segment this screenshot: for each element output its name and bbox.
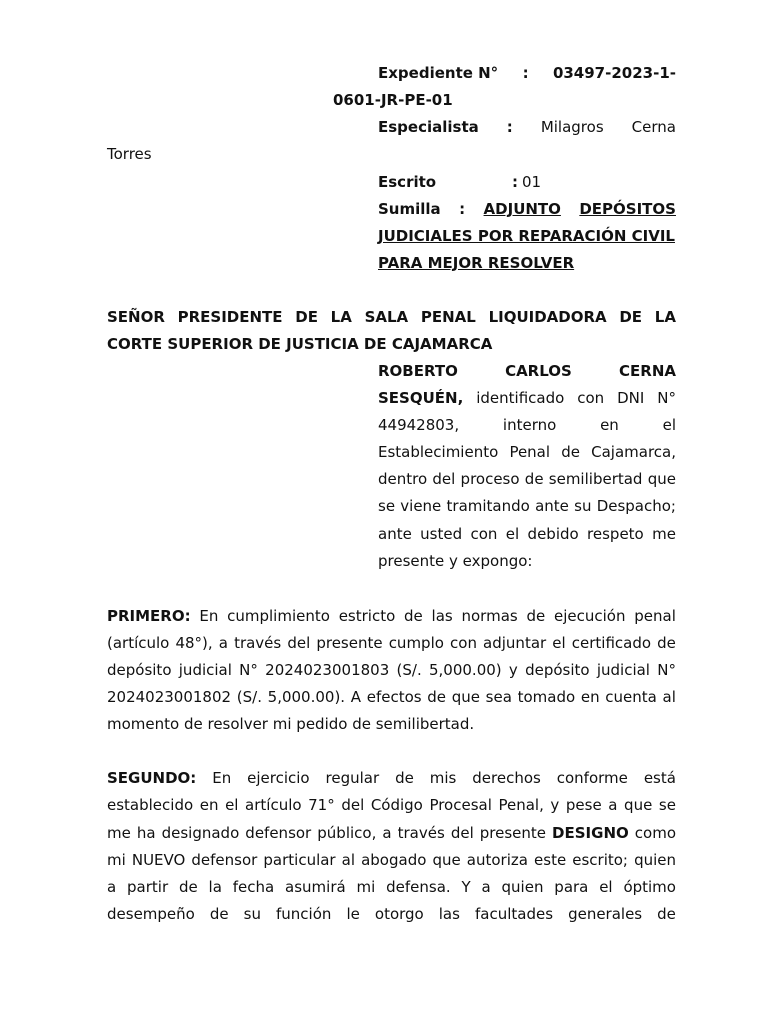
word: particular	[263, 851, 336, 869]
word: CARLOS	[505, 362, 572, 380]
word: que	[624, 796, 653, 814]
word: dentro	[378, 470, 428, 488]
word: a	[382, 824, 392, 842]
word: DNI	[617, 389, 645, 407]
word: su	[243, 905, 261, 923]
word: y	[550, 796, 560, 814]
sumilla-colon: :	[459, 200, 466, 218]
word: 2024023001803	[265, 661, 390, 679]
word: ante	[378, 525, 412, 543]
segundo-line5	[107, 877, 676, 897]
primero-line2	[107, 633, 676, 653]
word: óptimo	[623, 878, 676, 896]
word: le	[346, 905, 360, 923]
word: semilibertad	[548, 470, 643, 488]
primero-line5	[107, 714, 676, 734]
word: derechos	[472, 769, 541, 787]
intro-line6	[378, 496, 676, 516]
word: Establecimiento	[378, 443, 499, 461]
word: presente	[316, 634, 383, 652]
word: del	[432, 470, 456, 488]
word: conforme	[556, 769, 628, 787]
word: en	[199, 796, 219, 814]
word: depósito	[525, 661, 590, 679]
intro-line8	[378, 551, 676, 571]
word: al	[341, 851, 356, 869]
word: a	[218, 634, 228, 652]
word: me	[107, 824, 131, 842]
sumilla-text: PARA MEJOR RESOLVER	[378, 254, 575, 272]
word: penal	[634, 607, 676, 625]
word: proceso	[460, 470, 520, 488]
word: su	[574, 497, 592, 515]
word: 2024023001802	[107, 688, 232, 706]
segundo-line4	[107, 850, 676, 870]
word: facultades	[474, 905, 554, 923]
word: del	[450, 824, 474, 842]
word: (S/.	[236, 688, 262, 706]
word: el	[599, 878, 613, 896]
word: el	[505, 525, 520, 543]
word: como	[634, 824, 676, 842]
word: presente	[479, 824, 547, 842]
word: LA	[330, 308, 352, 326]
word: a	[481, 878, 491, 896]
word: con	[470, 525, 498, 543]
word: Penal,	[498, 796, 544, 814]
word: de	[404, 607, 423, 625]
word: a	[608, 796, 618, 814]
primero-text: momento de resolver mi pedido de semilibertad.	[107, 715, 475, 733]
especialista-value-continued	[107, 144, 152, 164]
word: establecido	[107, 796, 194, 814]
expediente-value-continued	[333, 90, 453, 110]
word: normas	[461, 607, 518, 625]
sumilla-line3	[378, 253, 676, 273]
word: usted	[420, 525, 463, 543]
word: defensor	[191, 851, 258, 869]
expediente-colon: :	[522, 64, 529, 82]
word: quien	[634, 851, 676, 869]
segundo-line2	[107, 795, 676, 815]
word: escrito;	[572, 851, 628, 869]
word: 5,000.00).	[267, 688, 346, 706]
word: 5,000.00)	[428, 661, 502, 679]
word: asumirá	[285, 878, 346, 896]
sumilla-line2	[378, 226, 676, 246]
word: ha	[136, 824, 156, 842]
word: público,	[317, 824, 377, 842]
addressee-text: CORTE SUPERIOR DE JUSTICIA DE CAJAMARCA	[107, 335, 493, 353]
word: en	[600, 416, 619, 434]
word: con	[450, 634, 477, 652]
word: sea	[485, 688, 512, 706]
word: Penal	[509, 443, 551, 461]
petitioner-name-end: SESQUÉN,	[378, 389, 464, 407]
word: que	[647, 470, 676, 488]
expediente-row	[378, 63, 676, 83]
word: con	[577, 389, 605, 407]
word: de	[395, 769, 414, 787]
word: judicial	[178, 661, 232, 679]
word: de	[209, 905, 229, 923]
word: tomado	[517, 688, 576, 706]
word: mi	[356, 878, 376, 896]
segundo-label: SEGUNDO:	[107, 769, 197, 787]
word: de	[561, 443, 580, 461]
word: de	[524, 470, 544, 488]
word: través	[397, 824, 445, 842]
word: Y	[461, 878, 471, 896]
addressee-line1	[107, 307, 676, 327]
addressee-line2	[107, 334, 676, 354]
word: DE	[295, 308, 318, 326]
word: quien	[501, 878, 544, 896]
word: pese	[565, 796, 602, 814]
expediente-value-part1: 03497-2023-1-	[552, 64, 676, 82]
word: designado	[161, 824, 240, 842]
segundo-line1	[107, 768, 676, 788]
sumilla-row	[378, 199, 676, 219]
especialista-value-word: Torres	[107, 145, 152, 163]
word: (S/.	[396, 661, 422, 679]
word: N°	[657, 389, 676, 407]
word: ejecución	[554, 607, 626, 625]
designo-keyword: DESIGNO	[552, 824, 629, 842]
primero-line3	[107, 660, 676, 680]
word: para	[554, 878, 589, 896]
primero-label: PRIMERO:	[107, 607, 191, 625]
word: las	[438, 905, 460, 923]
word: estricto	[338, 607, 396, 625]
word: efectos	[366, 688, 422, 706]
word: a	[107, 878, 117, 896]
word: adjuntar	[483, 634, 547, 652]
sumilla-text-word: ADJUNTO	[483, 200, 561, 218]
word: En	[212, 769, 232, 787]
especialista-value-word: Milagros	[540, 118, 604, 136]
word: ante	[535, 497, 569, 515]
word: está	[643, 769, 676, 787]
word: mis	[429, 769, 457, 787]
word: (artículo	[107, 634, 170, 652]
especialista-label: Especialista	[378, 118, 479, 136]
word: Código	[370, 796, 423, 814]
word: 44942803,	[378, 416, 460, 434]
intro-line2	[378, 388, 676, 408]
word: tramitando	[446, 497, 530, 515]
intro-line5	[378, 469, 676, 489]
word: regular	[325, 769, 380, 787]
sumilla-text-word: DEPÓSITOS	[579, 200, 676, 218]
word: SEÑOR	[107, 308, 165, 326]
word: Despacho;	[596, 497, 676, 515]
word: del	[341, 796, 365, 814]
word: de	[178, 878, 198, 896]
word: LA	[654, 308, 676, 326]
word: N°	[657, 661, 676, 679]
intro-line3	[378, 415, 676, 435]
word: partir	[127, 878, 169, 896]
word: este	[534, 851, 567, 869]
word: me	[652, 525, 676, 543]
word: CERNA	[619, 362, 676, 380]
word: identificado	[476, 389, 565, 407]
word: se	[658, 796, 676, 814]
word: cuenta	[605, 688, 657, 706]
word: que	[451, 688, 480, 706]
escrito-colon: :	[512, 173, 518, 191]
word: las	[431, 607, 453, 625]
word: interno	[502, 416, 557, 434]
word: respeto	[587, 525, 644, 543]
word: otorgo	[374, 905, 424, 923]
word: cumplimiento	[227, 607, 330, 625]
word: del	[287, 634, 311, 652]
expediente-label: Expediente N°	[378, 64, 499, 82]
word: Procesal	[429, 796, 492, 814]
word: el	[552, 634, 566, 652]
especialista-value-word: Cerna	[631, 118, 676, 136]
sumilla-label: Sumilla	[378, 200, 441, 218]
word: ROBERTO	[378, 362, 458, 380]
word: PRESIDENTE	[177, 308, 283, 326]
word: y	[508, 661, 518, 679]
word: la	[208, 878, 222, 896]
word: LIQUIDADORA	[488, 308, 607, 326]
word: que	[432, 851, 461, 869]
intro-text: presente y expongo:	[378, 552, 533, 570]
word: función	[276, 905, 332, 923]
intro-line4	[378, 442, 676, 462]
word: cumplo	[388, 634, 444, 652]
segundo-line6	[107, 904, 676, 924]
word: de	[657, 634, 676, 652]
word: SALA	[364, 308, 409, 326]
word: al	[662, 688, 676, 706]
word: PENAL	[420, 308, 476, 326]
word: ejercicio	[247, 769, 310, 787]
escrito-row	[378, 172, 541, 192]
expediente-value-part2: 0601-JR-PE-01	[333, 91, 453, 109]
word: 48°),	[175, 634, 213, 652]
word: abogado	[361, 851, 427, 869]
word: el	[225, 796, 239, 814]
especialista-row	[378, 117, 676, 137]
intro-line1	[378, 361, 676, 381]
word: de	[427, 688, 447, 706]
escrito-value: 01	[522, 173, 542, 191]
word: debido	[527, 525, 579, 543]
word: se	[378, 497, 396, 515]
word: 71°	[308, 796, 335, 814]
word: DE	[619, 308, 643, 326]
word: través	[234, 634, 282, 652]
word: N°	[239, 661, 258, 679]
word: autoriza	[466, 851, 528, 869]
sumilla-text: JUDICIALES POR REPARACIÓN CIVIL	[378, 227, 675, 245]
primero-line1	[107, 606, 676, 626]
word: defensa.	[386, 878, 451, 896]
word: generales	[568, 905, 643, 923]
word: certificado	[571, 634, 652, 652]
intro-line7	[378, 524, 676, 544]
word: de	[526, 607, 546, 625]
word: NUEVO	[131, 851, 186, 869]
word: de	[657, 905, 676, 923]
segundo-line3	[107, 823, 676, 843]
word: Cajamarca,	[591, 443, 676, 461]
word: artículo	[245, 796, 302, 814]
word: en	[580, 688, 600, 706]
escrito-label: Escrito	[378, 173, 437, 191]
word: depósito	[107, 661, 172, 679]
word: defensor	[245, 824, 312, 842]
word: mi	[107, 851, 126, 869]
word: A	[350, 688, 362, 706]
word: el	[662, 416, 676, 434]
especialista-colon: :	[506, 118, 513, 136]
primero-line4	[107, 687, 676, 707]
word: judicial	[596, 661, 650, 679]
word: fecha	[232, 878, 275, 896]
word: En	[199, 607, 219, 625]
word: desempeño	[107, 905, 195, 923]
word: viene	[400, 497, 442, 515]
